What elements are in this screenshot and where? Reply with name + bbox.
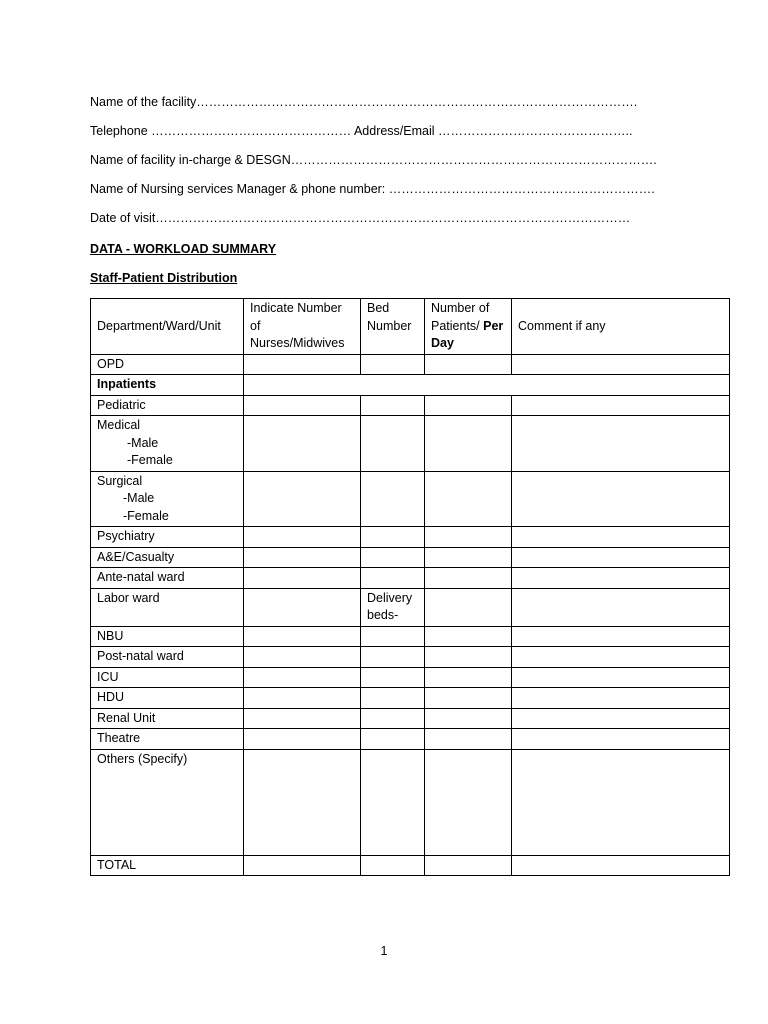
- staff-patient-table: [90, 298, 730, 876]
- row-label: A&E/Casualty: [91, 547, 244, 568]
- input-cell[interactable]: [425, 588, 512, 626]
- row-label: TOTAL: [91, 855, 244, 876]
- table-header-row: [91, 299, 730, 355]
- input-cell[interactable]: [425, 547, 512, 568]
- input-cell[interactable]: [512, 667, 730, 688]
- row-label: OPD: [91, 354, 244, 375]
- input-cell[interactable]: [244, 354, 361, 375]
- input-cell[interactable]: [244, 626, 361, 647]
- input-cell[interactable]: [512, 688, 730, 709]
- input-cell[interactable]: [244, 729, 361, 750]
- input-cell[interactable]: [244, 855, 361, 876]
- table-row: [91, 527, 730, 548]
- input-cell[interactable]: [361, 688, 425, 709]
- header-department: Department/Ward/Unit: [91, 299, 244, 355]
- input-cell[interactable]: [244, 667, 361, 688]
- input-cell[interactable]: [512, 527, 730, 548]
- row-label: Labor ward: [91, 588, 244, 626]
- table-row: [91, 375, 730, 396]
- input-cell[interactable]: [425, 471, 512, 527]
- merged-cell: [244, 375, 730, 396]
- row-label: HDU: [91, 688, 244, 709]
- header-bed-number: Bed Number: [361, 299, 425, 355]
- input-cell[interactable]: [244, 647, 361, 668]
- input-cell[interactable]: [512, 471, 730, 527]
- input-cell[interactable]: [244, 568, 361, 589]
- table-row-total: [91, 855, 730, 876]
- input-cell[interactable]: [361, 855, 425, 876]
- input-cell[interactable]: [361, 416, 425, 472]
- row-label: Pediatric: [91, 395, 244, 416]
- input-cell[interactable]: [361, 395, 425, 416]
- delivery-beds-cell[interactable]: Delivery beds-: [361, 588, 425, 626]
- input-cell[interactable]: [512, 647, 730, 668]
- input-cell[interactable]: [512, 855, 730, 876]
- table-row: [91, 395, 730, 416]
- input-cell[interactable]: [244, 708, 361, 729]
- input-cell[interactable]: [244, 395, 361, 416]
- input-cell[interactable]: [425, 527, 512, 548]
- input-cell[interactable]: [425, 667, 512, 688]
- input-cell[interactable]: [361, 729, 425, 750]
- nursing-manager-field: Name of Nursing services Manager & phone number: ……………………………………………………….: [90, 182, 655, 196]
- section-title: DATA - WORKLOAD SUMMARY: [90, 242, 277, 256]
- input-cell[interactable]: [425, 395, 512, 416]
- input-cell[interactable]: [425, 749, 512, 855]
- input-cell[interactable]: [361, 647, 425, 668]
- table-row: [91, 626, 730, 647]
- input-cell[interactable]: [512, 708, 730, 729]
- table-row: [91, 688, 730, 709]
- row-label: NBU: [91, 626, 244, 647]
- input-cell[interactable]: [512, 395, 730, 416]
- row-label: Renal Unit: [91, 708, 244, 729]
- input-cell[interactable]: [425, 354, 512, 375]
- input-cell[interactable]: [425, 626, 512, 647]
- input-cell[interactable]: [425, 855, 512, 876]
- date-of-visit-field: Date of visit……………………………………………………………………………………………………: [90, 211, 631, 225]
- page-number: 1: [380, 944, 388, 958]
- input-cell[interactable]: [512, 729, 730, 750]
- table-row: [91, 708, 730, 729]
- input-cell[interactable]: [512, 416, 730, 472]
- row-label: Ante-natal ward: [91, 568, 244, 589]
- table-row: [91, 647, 730, 668]
- table-row: [91, 749, 730, 855]
- input-cell[interactable]: [244, 688, 361, 709]
- input-cell[interactable]: [361, 354, 425, 375]
- facility-name-field: Name of the facility…………………………………………………………………………………………….: [90, 95, 638, 109]
- table-row: [91, 471, 730, 527]
- table-row: [91, 416, 730, 472]
- input-cell[interactable]: [361, 547, 425, 568]
- table-row: [91, 354, 730, 375]
- table-row: [91, 547, 730, 568]
- input-cell[interactable]: [512, 568, 730, 589]
- input-cell[interactable]: [425, 416, 512, 472]
- input-cell[interactable]: [361, 708, 425, 729]
- input-cell[interactable]: [512, 547, 730, 568]
- input-cell[interactable]: [512, 626, 730, 647]
- input-cell[interactable]: [512, 354, 730, 375]
- input-cell[interactable]: [425, 729, 512, 750]
- input-cell[interactable]: [361, 667, 425, 688]
- facility-incharge-field: Name of facility in-charge & DESGN…………………………………………………………………………….: [90, 153, 657, 167]
- row-label: Others (Specify): [91, 749, 244, 855]
- table-row: [91, 588, 730, 626]
- table-row: [91, 729, 730, 750]
- input-cell[interactable]: [361, 527, 425, 548]
- row-label: Inpatients: [91, 375, 244, 396]
- input-cell[interactable]: [361, 568, 425, 589]
- header-nurses: Indicate Number of Nurses/Midwives: [244, 299, 361, 355]
- row-label: Psychiatry: [91, 527, 244, 548]
- input-cell[interactable]: [244, 416, 361, 472]
- input-cell[interactable]: [244, 547, 361, 568]
- input-cell[interactable]: [512, 749, 730, 855]
- subsection-title: Staff-Patient Distribution: [90, 271, 238, 285]
- input-cell[interactable]: [244, 471, 361, 527]
- input-cell[interactable]: [244, 749, 361, 855]
- row-label: Post-natal ward: [91, 647, 244, 668]
- input-cell[interactable]: [425, 688, 512, 709]
- input-cell[interactable]: [512, 588, 730, 626]
- row-label-surgical: Surgical -Male -Female: [91, 471, 244, 527]
- telephone-email-field: Telephone ………………………………………… Address/Email ………………………………………..: [90, 124, 633, 138]
- table-row: [91, 568, 730, 589]
- input-cell[interactable]: [425, 708, 512, 729]
- input-cell[interactable]: [361, 471, 425, 527]
- input-cell[interactable]: [244, 527, 361, 548]
- table-row: [91, 667, 730, 688]
- input-cell[interactable]: [361, 626, 425, 647]
- input-cell[interactable]: [361, 749, 425, 855]
- input-cell[interactable]: [425, 647, 512, 668]
- row-label-medical: Medical -Male -Female: [91, 416, 244, 472]
- row-label: ICU: [91, 667, 244, 688]
- row-label: Theatre: [91, 729, 244, 750]
- input-cell[interactable]: [244, 588, 361, 626]
- header-patients-per-day: Number of Patients/ Per Day: [425, 299, 512, 355]
- input-cell[interactable]: [425, 568, 512, 589]
- header-comment: Comment if any: [512, 299, 730, 355]
